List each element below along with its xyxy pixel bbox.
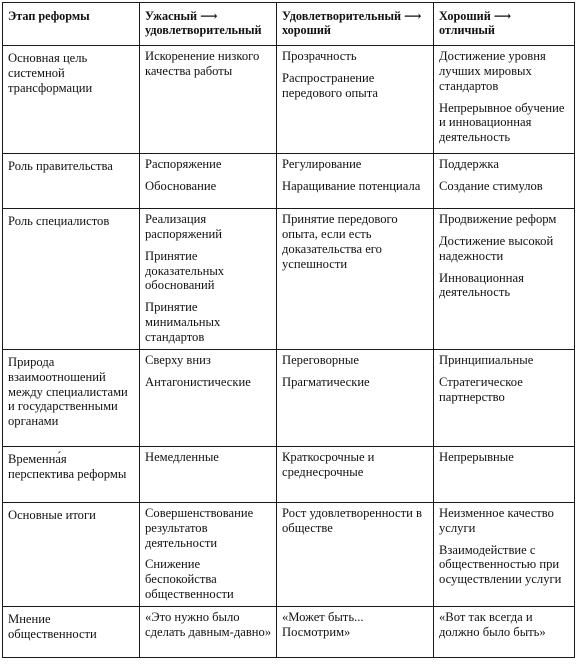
cell-item: Искоренение низкого качества работы [145,49,260,78]
table-header-row [3,3,575,46]
cell-item: Принятие доказательных обоснований [145,248,225,293]
cell-item: «Это нужно было сделать давным-давно» [145,610,272,639]
cell-item: Немедленные [145,449,219,464]
cell-item: Снижение беспокойства общественности [145,557,234,602]
cell-item: Непрерывные [439,449,514,464]
transition-cell-1 [140,209,277,350]
header-good-to-excellent: Хороший ⟶ отличный [434,3,575,46]
cell-item: Достижение уровня лучших мировых стандартов [439,49,546,93]
transition-cell-1 [140,154,277,209]
cell-item: Наращивание потенциала [282,178,421,193]
cell-item: Совершенствование результатов деятельности [145,505,254,550]
cell-item: Продвижение реформ [439,212,557,226]
cell-item: Обоснование [145,178,217,193]
cell-item: Принятие передового опыта, если есть доказательства его успешности [282,212,398,271]
stage-cell: Роль специалистов [3,209,140,350]
table-row [3,607,575,658]
transition-cell-3 [434,154,575,209]
cell-item: Краткосрочные и среднесрочные [282,449,375,479]
transition-cell-2 [277,349,434,446]
stage-cell: Основная цель системной трансформации [3,46,140,154]
transition-cell-2 [277,209,434,350]
stage-cell: Временна́я перспектива реформы [3,446,140,502]
table-row [3,349,575,446]
table-row [3,46,575,154]
cell-item: «Может быть... Посмотрим» [282,610,364,639]
table-row [3,209,575,350]
cell-item: Неизменное качество услуги [439,505,554,535]
cell-item: Принципиальные [439,352,534,367]
table-row [3,446,575,502]
transition-cell-1 [140,502,277,606]
transition-cell-3 [434,446,575,502]
stage-cell: Роль правительства [3,154,140,209]
header-stage: Этап реформы [3,3,140,46]
cell-item: Распространение передового опыта [282,70,378,100]
transition-cell-2 [277,502,434,606]
transition-cell-1 [140,46,277,154]
stage-cell: Мнение общественности [3,607,140,658]
cell-item: Прозрачность [282,49,357,63]
cell-item: Инновационная деятельность [439,270,524,300]
cell-item: Взаимодействие с общественностью при осуществлении услуги [439,542,562,587]
transition-cell-2 [277,46,434,154]
cell-item: Достижение высокой надежности [439,233,554,263]
cell-item: Непрерывное обучение и инновационная деятельность [439,100,565,145]
table-body [3,46,575,658]
transition-cell-3 [434,502,575,606]
stage-cell: Природа взаимоотношений между специалистами и государственными органами [3,349,140,446]
transition-cell-3 [434,607,575,658]
cell-item: Прагматические [282,374,370,389]
stage-cell: Основные итоги [3,502,140,606]
transition-cell-3 [434,46,575,154]
cell-item: Регулирование [282,157,362,171]
cell-item: Рост удовлетворенности в обществе [282,505,422,535]
transition-cell-3 [434,349,575,446]
cell-item: Сверху вниз [145,352,211,367]
cell-item: Создание стимулов [439,178,543,193]
header-satisfactory-to-good: Удовлетворительный ⟶ хороший [277,3,434,46]
transition-cell-2 [277,154,434,209]
cell-item: Поддержка [439,157,499,171]
cell-item: Принятие минимальных стандартов [145,300,221,345]
cell-item: Распоряжение [145,157,222,171]
table-row [3,502,575,606]
transition-cell-1 [140,446,277,502]
transition-cell-2 [277,607,434,658]
cell-item: Антагонистические [145,374,251,389]
transition-cell-3 [434,209,575,350]
cell-item: Стратегическое партнерство [439,374,523,404]
transition-cell-1 [140,349,277,446]
cell-item: «Вот так всегда и должно было быть» [439,610,546,639]
table-row [3,154,575,209]
transition-cell-2 [277,446,434,502]
reform-stages-table [2,2,575,658]
header-terrible-to-satisfactory: Ужасный ⟶ удовлетворительный [140,3,277,46]
cell-item: Реализация распоряжений [145,212,222,241]
cell-item: Переговорные [282,352,359,367]
transition-cell-1 [140,607,277,658]
